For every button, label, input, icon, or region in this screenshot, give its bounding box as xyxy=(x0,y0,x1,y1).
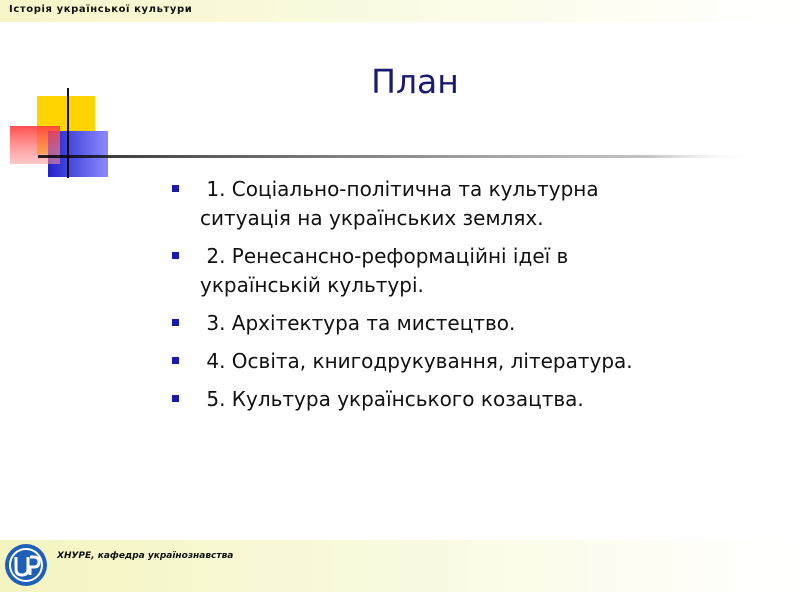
list-item-text: 1. Соціально-політична та культурна ситуація на українських землях. xyxy=(200,177,599,230)
list-item-text: 4. Освіта, книгодрукування, література. xyxy=(200,349,633,373)
list-item xyxy=(170,385,730,414)
slide-title: План xyxy=(371,62,459,101)
footer-band xyxy=(0,540,800,592)
bullet-square-icon xyxy=(172,395,179,402)
list-item xyxy=(170,309,730,338)
course-title: Історія української культури xyxy=(9,4,193,15)
bullet-square-icon xyxy=(172,319,179,326)
bullet-square-icon xyxy=(172,357,179,364)
list-item xyxy=(170,175,730,233)
red-square xyxy=(10,126,60,164)
list-item xyxy=(170,347,730,376)
list-item xyxy=(170,242,730,300)
plan-list xyxy=(170,175,730,423)
footer-department: ХНУРЕ, кафедра українознавства xyxy=(57,551,234,561)
list-item-text: 5. Культура українського козацтва. xyxy=(200,387,584,411)
university-logo-icon xyxy=(4,543,48,587)
horizontal-line xyxy=(38,155,758,158)
list-item-text: 3. Архітектура та мистецтво. xyxy=(200,311,516,335)
list-item-text: 2. Ренесансно-реформаційні ідеї в українській культурі. xyxy=(200,244,569,297)
bullet-square-icon xyxy=(172,185,179,192)
bullet-square-icon xyxy=(172,252,179,259)
